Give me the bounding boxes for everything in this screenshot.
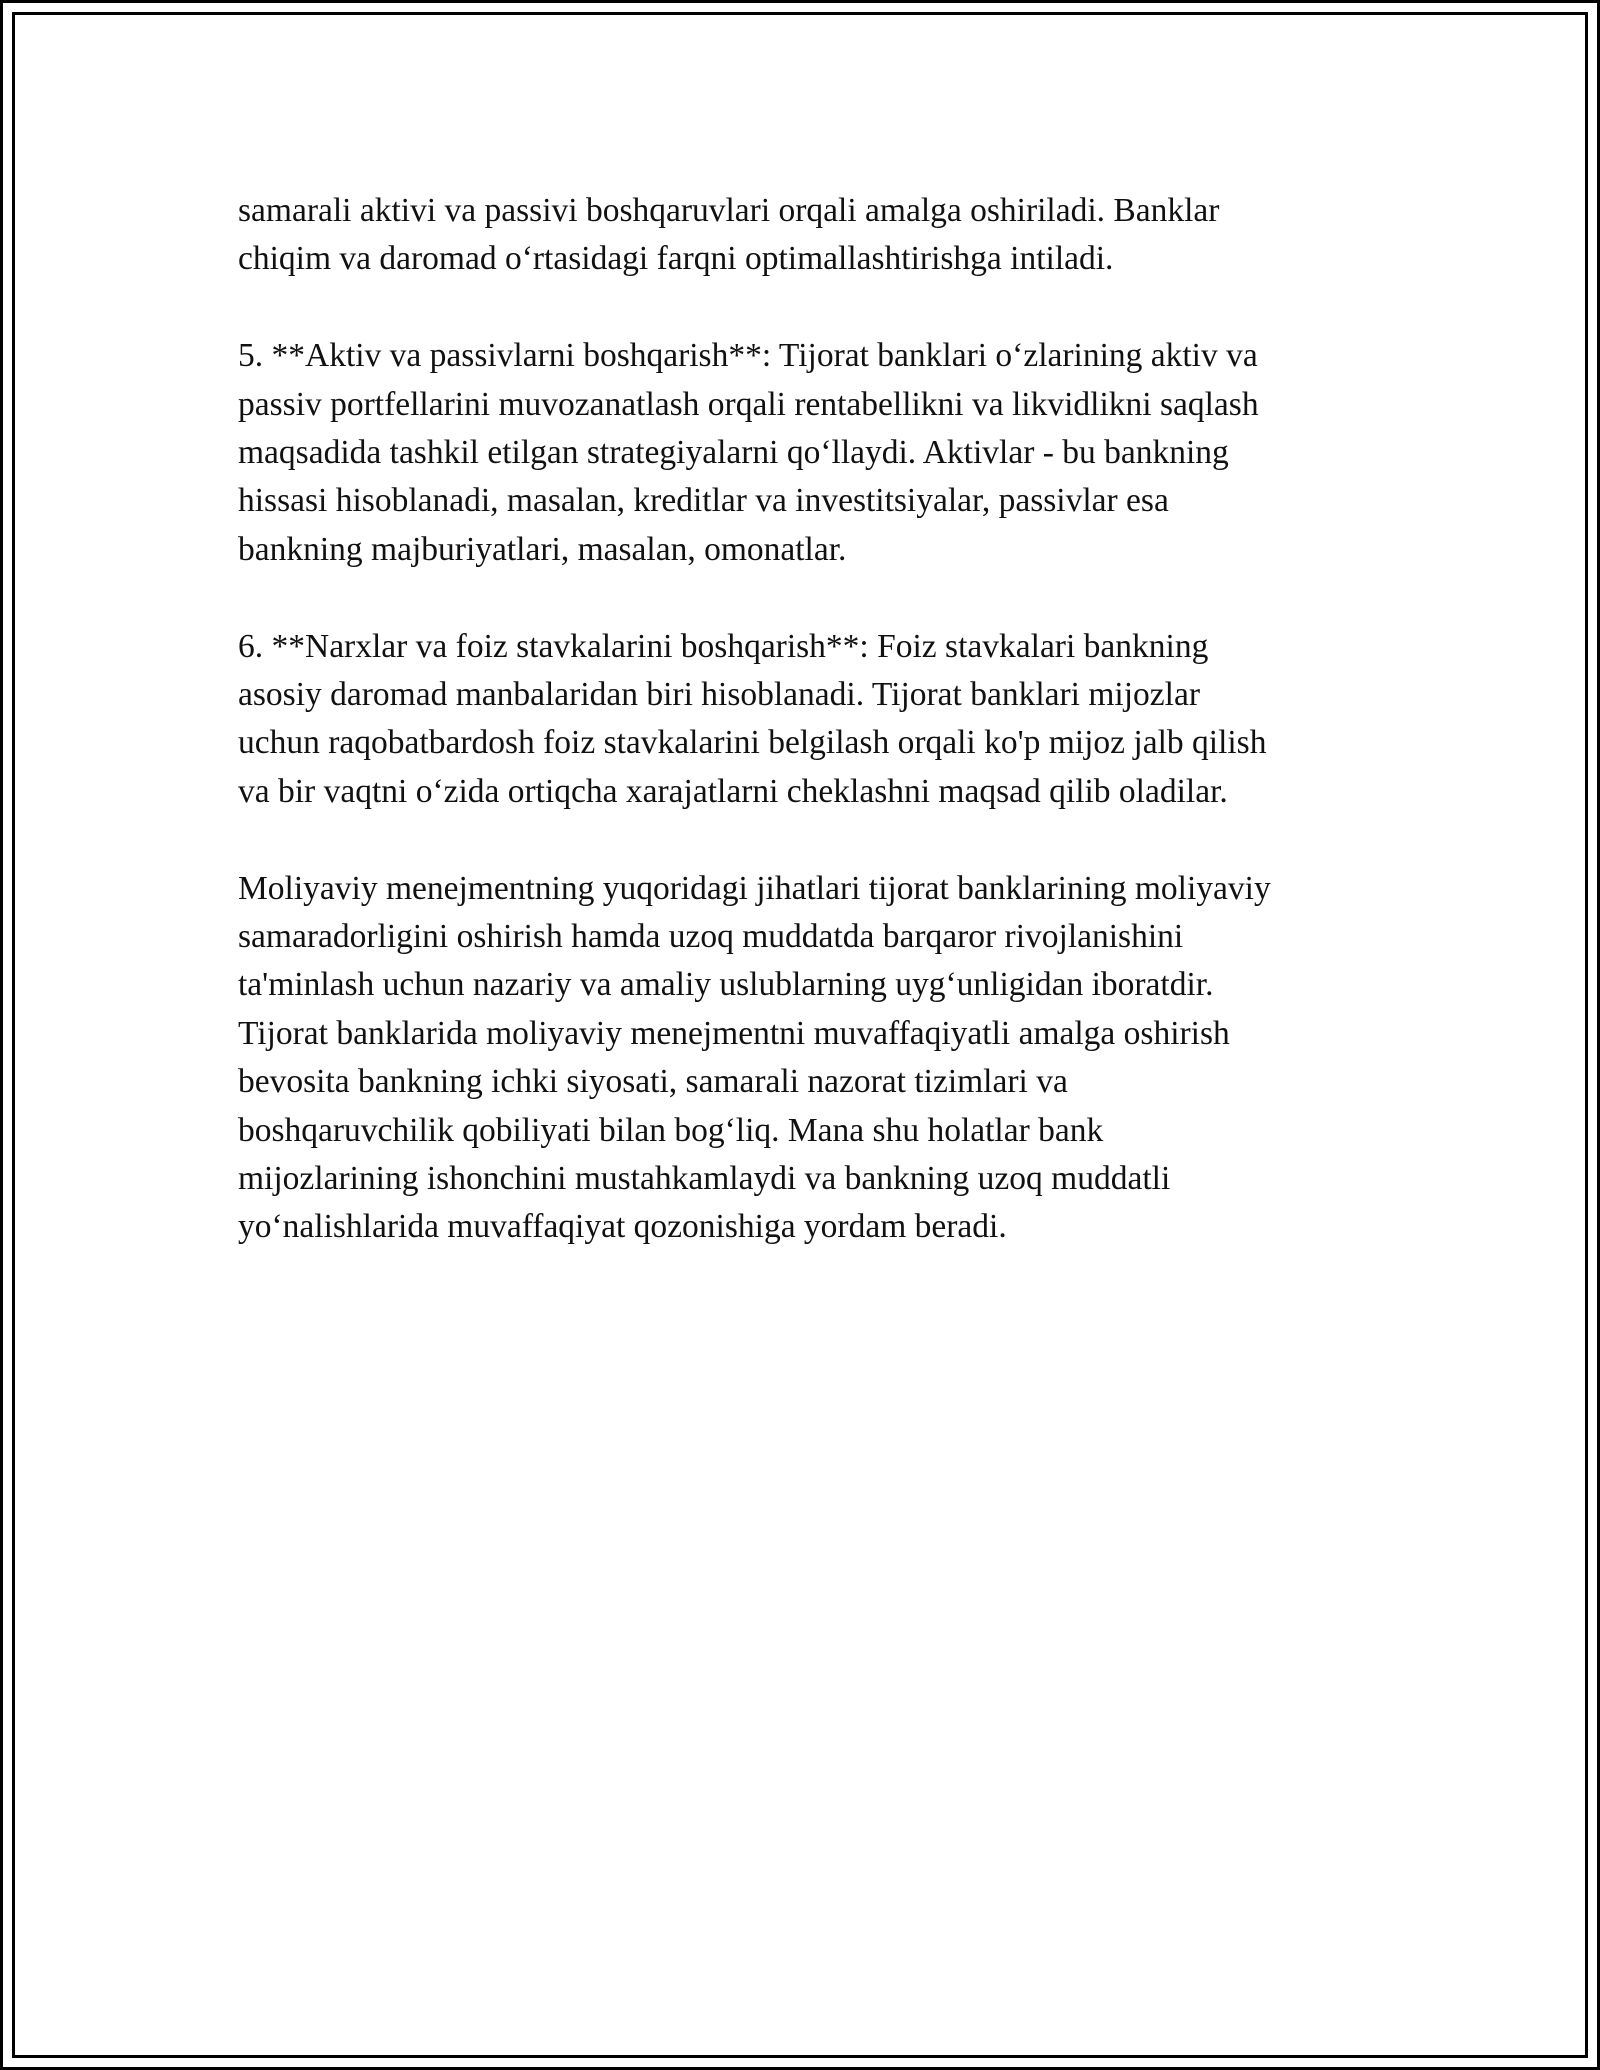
text-line: asosiy daromad manbalaridan biri hisoblanadi. Tijorat banklari mijozlar xyxy=(238,676,1200,714)
text-line: 6. **Narxlar va foiz stavkalarini boshqarish**: Foiz stavkalari bankning xyxy=(238,627,1209,665)
text-line: boshqaruvchilik qobiliyati bilan bog‘liq. Mana shu holatlar bank xyxy=(238,1111,1104,1149)
text-line: bevosita bankning ichki siyosati, samarali nazorat tizimlari va xyxy=(238,1063,1068,1101)
paragraph-item-5 xyxy=(238,332,1388,574)
text-line: bankning majburiyatlari, masalan, omonatlar. xyxy=(238,530,847,568)
text-line: samaradorligini oshirish hamda uzoq muddatda barqaror rivojlanishini xyxy=(238,918,1184,956)
text-line: Tijorat banklarida moliyaviy menejmentni muvaffaqiyatli amalga oshirish xyxy=(238,1014,1230,1052)
document-body xyxy=(238,187,1388,1300)
paragraph-item-6 xyxy=(238,623,1388,817)
paragraph-conclusion xyxy=(238,865,1388,1252)
text-line: samarali aktivi va passivi boshqaruvlari orqali amalga oshiriladi. Banklar xyxy=(238,192,1220,229)
text-line: uchun raqobatbardosh foiz stavkalarini belgilash orqali ko'p mijoz jalb qilish xyxy=(238,724,1267,762)
text-line: ta'minlash uchun nazariy va amaliy uslublarning uyg‘unligidan iboratdir. xyxy=(238,966,1214,1004)
text-line: mijozlarining ishonchini mustahkamlaydi va bankning uzoq muddatli xyxy=(238,1160,1171,1198)
text-line: yo‘nalishlarida muvaffaqiyat qozonishiga yordam beradi. xyxy=(238,1208,1007,1246)
text-line: passiv portfellarini muvozanatlash orqali rentabellikni va likvidlikni saqlash xyxy=(238,385,1259,423)
text-line: chiqim va daromad o‘rtasidagi farqni optimallashtirishga intiladi. xyxy=(238,240,1114,278)
text-line: Moliyaviy menejmentning yuqoridagi jihatlari tijorat banklarining moliyaviy xyxy=(238,869,1271,907)
text-line: 5. **Aktiv va passivlarni boshqarish**: Tijorat banklari o‘zlarining aktiv va xyxy=(238,337,1258,375)
text-line: maqsadida tashkil etilgan strategiyalarni qo‘llaydi. Aktivlar - bu bankning xyxy=(238,434,1229,472)
text-line: hissasi hisoblanadi, masalan, kreditlar va investitsiyalar, passivlar esa xyxy=(238,482,1169,520)
paragraph-asset-liability-intro xyxy=(238,187,1388,284)
text-line: va bir vaqtni o‘zida ortiqcha xarajatlarni cheklashni maqsad qilib oladilar. xyxy=(238,772,1228,810)
